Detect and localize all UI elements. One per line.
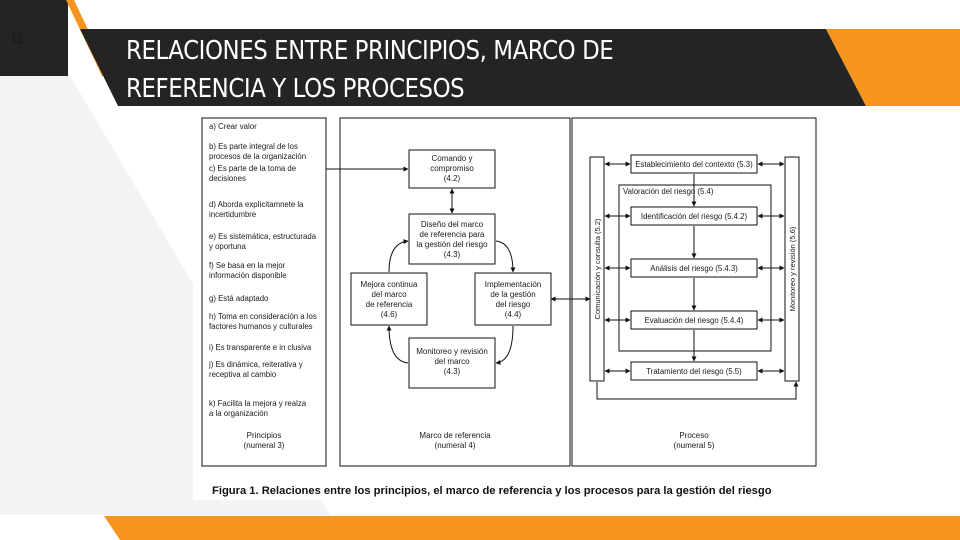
diseno-text: Diseño del marco de referencia para la gestión del riesgo (4.3)	[416, 220, 488, 259]
analisis-text: Análisis del riesgo (5.4.3)	[650, 264, 738, 273]
proceso-label: Proceso (numeral 5)	[673, 431, 715, 450]
valoracion-text: Valoración del riesgo (5.4)	[623, 187, 714, 196]
principio-item: c) Es parte de la toma de decisiones	[209, 164, 297, 183]
principio-item: b) Es parte integral de los procesos de la organización	[209, 142, 307, 161]
principio-item: d) Aborda explícitamnete la incertidumbre	[209, 200, 304, 219]
arrow-diseno-implementacion	[496, 241, 513, 272]
mejora-text: Mejora continua del marco de referencia (4.6)	[360, 280, 418, 319]
principio-item: h) Toma en consideración a los factores humanos y culturales	[209, 312, 317, 331]
principio-item: k) Facilita la mejora y realza a la organización	[209, 399, 307, 418]
evaluacion-text: Evaluación del riesgo (5.4.4)	[644, 316, 744, 325]
principio-item: a) Crear valor	[209, 122, 257, 131]
comando-text: Comando y compromiso (4.2)	[430, 154, 474, 183]
principio-item: i) Es transparente e in clusiva	[209, 343, 312, 352]
principio-item: j) Es dinámica, reiterativa y receptiva al cambio	[209, 360, 303, 379]
tratamiento-text: Tratamiento del riesgo (5.5)	[646, 367, 742, 376]
risk-management-figure	[193, 109, 826, 500]
contexto-text: Establecimiento del contexto (5.3)	[635, 160, 753, 169]
identificacion-text: Identificación del riesgo (5.4.2)	[640, 212, 748, 221]
bottom-accent-band	[104, 516, 960, 540]
figure-caption: Figura 1. Relaciones entre los principios, el marco de referencia y los procesos para la gestión del riesgo	[212, 485, 772, 497]
slide-title-line-1: RELACIONES ENTRE PRINCIPIOS, MARCO DE	[126, 36, 614, 66]
comunicacion-text: Comunicación y consulta (5.2)	[593, 218, 602, 320]
slide-title	[126, 32, 672, 108]
principios-label: Principios (numeral 3)	[243, 431, 285, 450]
feedback-loop	[597, 382, 796, 399]
principio-item: f) Se basa en la mejor información disponible	[209, 261, 287, 280]
slide-number: 11	[10, 31, 24, 46]
figure-diagram	[193, 109, 826, 489]
arrow-implementacion-monitoreo	[496, 326, 513, 363]
principio-item: g) Está adaptado	[209, 294, 269, 303]
monitoreo-proceso-text: Monitoreo y revisión (5.6)	[788, 226, 797, 312]
monitoreo-marco-text: Monitoreo y revisión del marco (4.3)	[416, 347, 488, 376]
arrow-monitoreo-mejora	[389, 326, 408, 363]
marco-label: Marco de referencia (numeral 4)	[419, 431, 491, 450]
slide-title-line-2: REFERENCIA Y LOS PROCESOS	[126, 74, 465, 104]
principio-item: e) Es sistemática, estructurada y oportuna	[209, 232, 317, 251]
implementacion-text: Implementación de la gestión del riesgo (4.4)	[484, 280, 542, 319]
arrow-mejora-diseno	[389, 241, 408, 272]
